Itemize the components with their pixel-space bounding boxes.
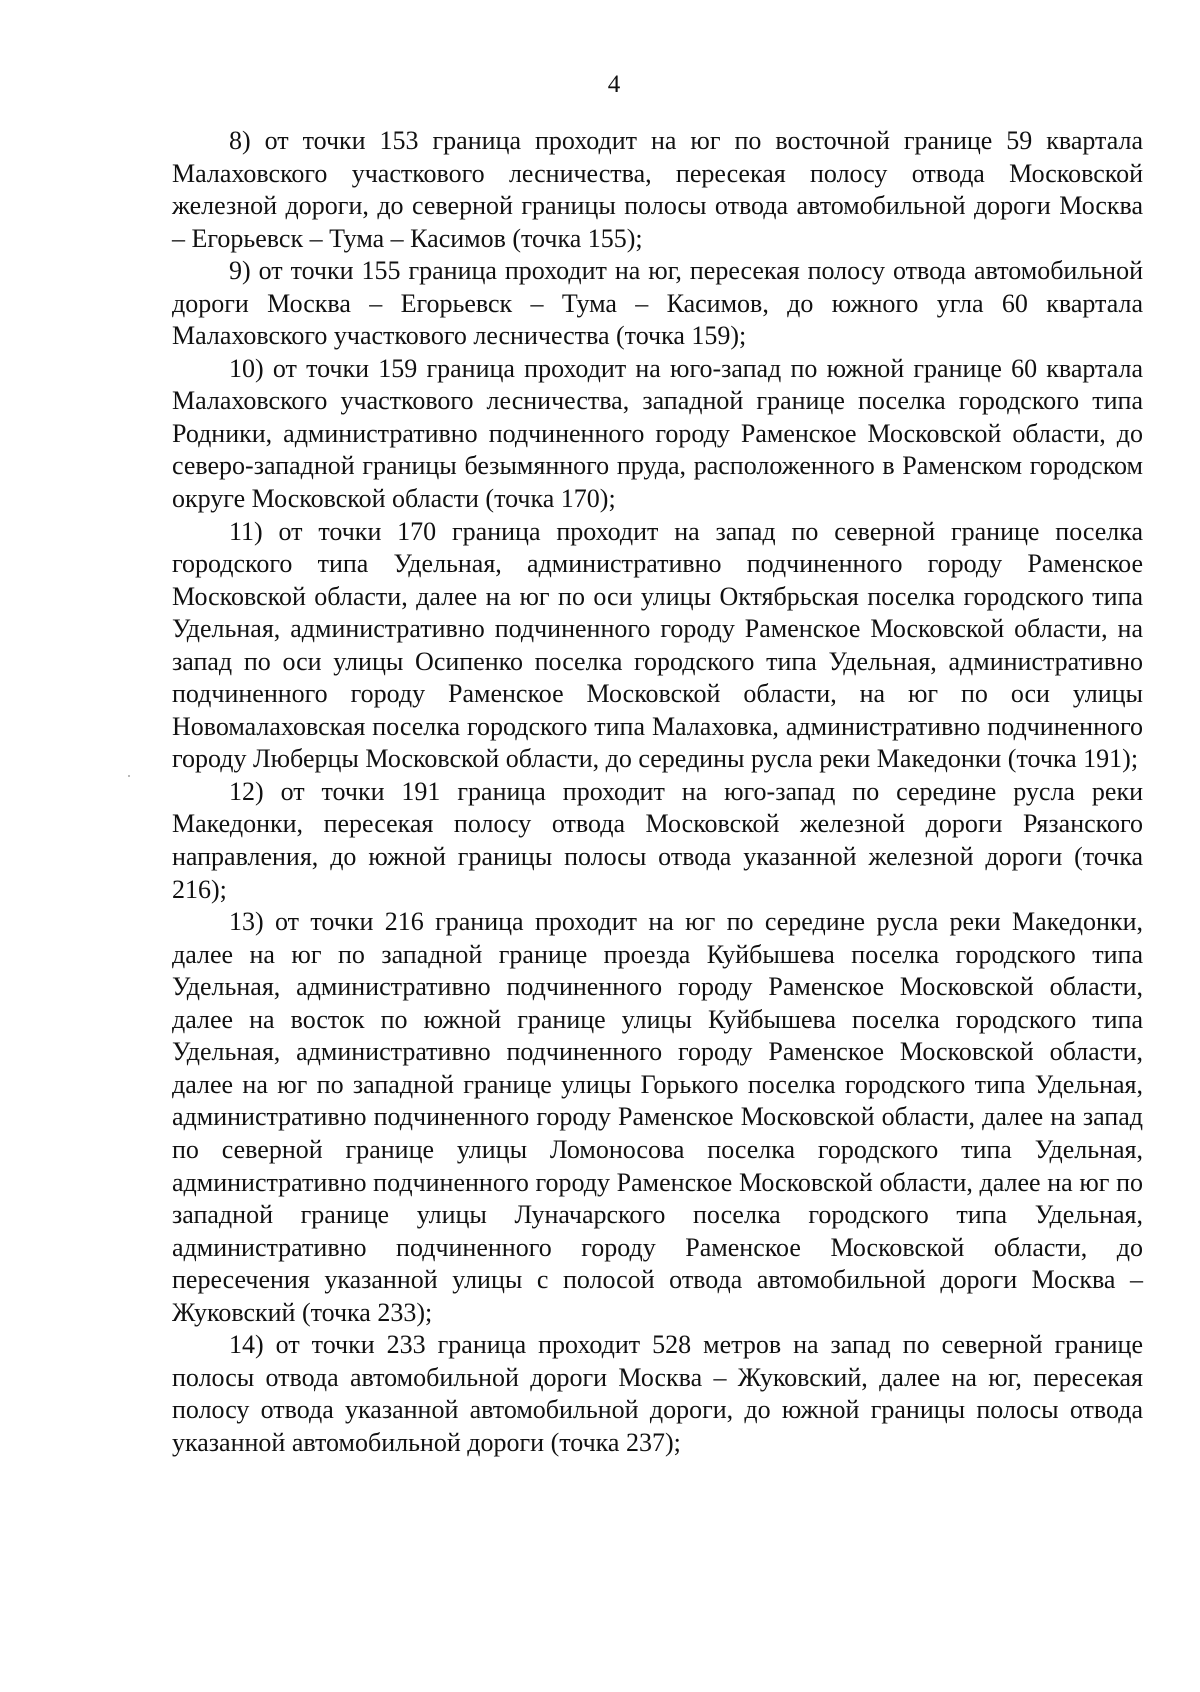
paragraph-item-8: 8) от точки 153 граница проходит на юг по восточной границе 59 квартала Малаховского участкового лесничества, пересекая полосу отвода Московской железной дороги, до северной границы полосы отвода автомобильной дороги Москва – Егорьевск – Тума – Касимов (точка 155); bbox=[172, 126, 1143, 253]
paragraph-item-12: 12) от точки 191 граница проходит на юго-запад по середине русла реки Македонки, пересекая полосу отвода Московской железной дороги Рязанского направления, до южной границы полосы отвода указанной железной дороги (точка 216); bbox=[172, 776, 1143, 904]
scan-speck bbox=[128, 775, 130, 777]
paragraph-item-9: 9) от точки 155 граница проходит на юг, пересекая полосу отвода автомобильной дороги Москва – Егорьевск – Тума – Касимов, до южного угла 60 квартала Малаховского участкового лесничества (точка 159); bbox=[172, 256, 1143, 351]
paragraph-item-11: 11) от точки 170 граница проходит на запад по северной границе поселка городского типа Удельная, административно подчиненного городу Раменское Московской области, далее на юг по оси улицы Октябрьская поселка городского типа Удельная, административно подчиненного городу Раменское Московской области, на запад по оси улицы Осипенко поселка городского типа Удельная, административно подчиненного городу Раменское Московской области, на юг по оси улицы Новомалаховская поселка городского типа Малаховка, административно подчиненного городу Люберцы Московской области, до середины русла реки Македонки (точка 191); bbox=[172, 516, 1143, 774]
body-text bbox=[172, 125, 1143, 1459]
page-number: 4 bbox=[607, 71, 621, 98]
paragraph-item-13: 13) от точки 216 граница проходит на юг по середине русла реки Македонки, далее на юг по западной границе проезда Куйбышева поселка городского типа Удельная, административно подчиненного городу Раменское Московской области, далее на восток по южной границе улицы Куйбышева поселка городского типа Удельная, административно подчиненного городу Раменское Московской области, далее на юг по западной границе улицы Горького поселка городского типа Удельная, административно подчиненного городу Раменское Московской области, далее на запад по северной границе улицы Ломоносова поселка городского типа Удельная, административно подчиненного городу Раменское Московской области, далее на юг по западной границе улицы Луначарского поселка городского типа Удельная, административно подчиненного городу Раменское Московской области, до пересечения указанной улицы с полосой отвода автомобильной дороги Москва – Жуковский (точка 233); bbox=[172, 907, 1143, 1327]
paragraph-item-14: 14) от точки 233 граница проходит 528 метров на запад по северной границе полосы отвода автомобильной дороги Москва – Жуковский, далее на юг, пересекая полосу отвода указанной автомобильной дороги, до южной границы полосы отвода указанной автомобильной дороги (точка 237); bbox=[172, 1330, 1143, 1457]
paragraph-item-10: 10) от точки 159 граница проходит на юго-запад по южной границе 60 квартала Малаховского участкового лесничества, западной границе поселка городского типа Родники, административно подчиненного городу Раменское Московской области, до северо-западной границы безымянного пруда, расположенного в Раменском городском округе Московской области (точка 170); bbox=[172, 353, 1143, 514]
